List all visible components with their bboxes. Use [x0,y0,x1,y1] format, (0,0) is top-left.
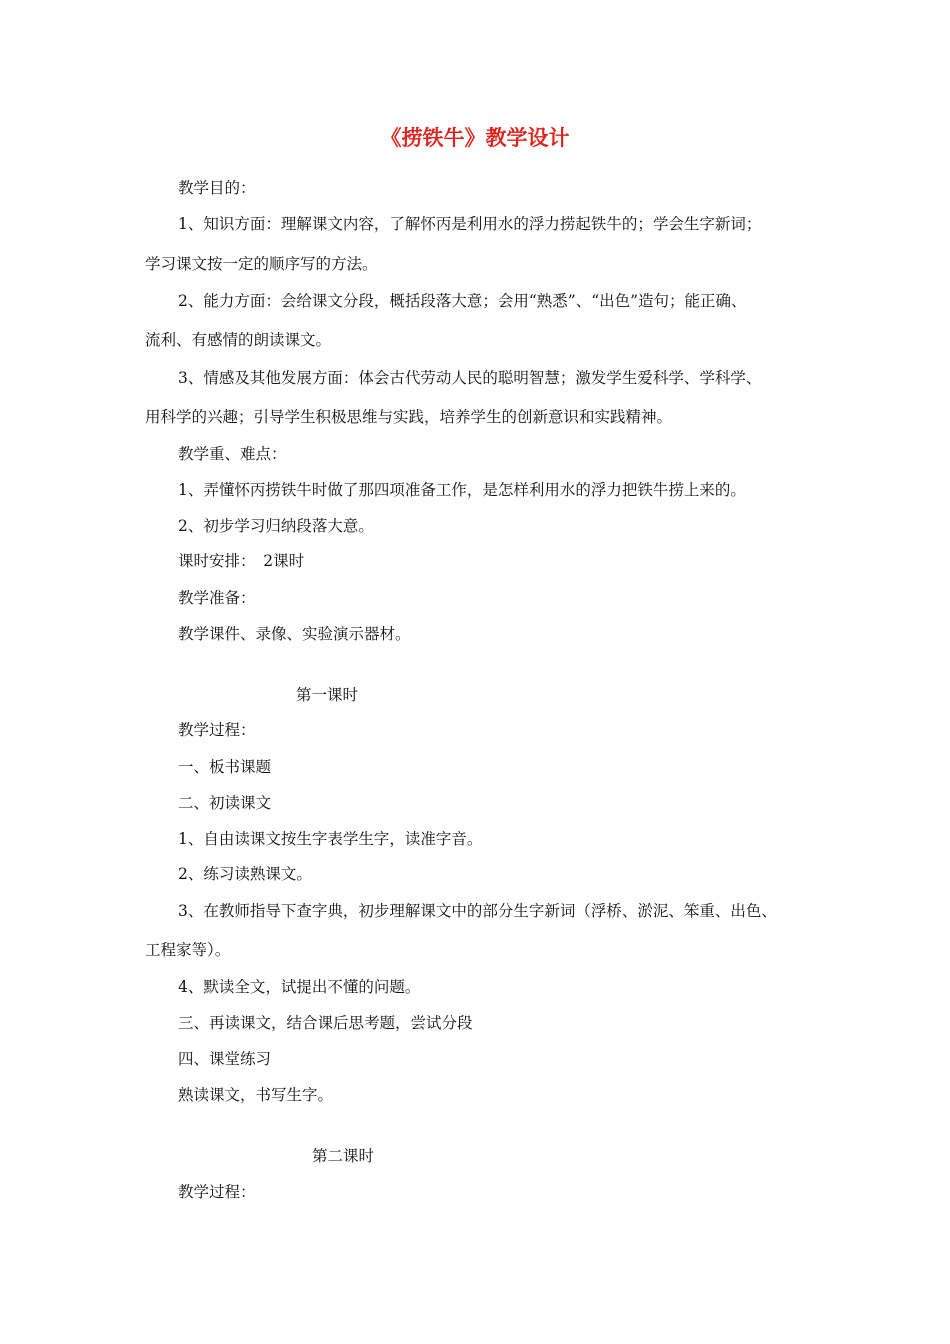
step-heading: 二、初读课文 [178,794,272,812]
paragraph-line: 熟读课文，书写生字。 [178,1086,334,1104]
section-heading-process: 教学过程： [178,1183,256,1201]
paragraph-line: 2、初步学习归纳段落大意。 [178,517,374,535]
document-title: 《捞铁牛》教学设计 [380,126,570,150]
lesson-heading-first: 第一课时 [296,686,359,704]
paragraph-line: 流利、有感情的朗读课文。 [145,331,332,349]
paragraph-line: 学习课文按一定的顺序写的方法。 [145,255,378,273]
schedule-line: 课时安排： 2课时 [178,552,305,570]
section-heading-preparation: 教学准备： [178,589,256,607]
paragraph-line: 1、自由读课文按生字表学生字，读准字音。 [178,830,483,848]
paragraph-line: 2、练习读熟课文。 [178,865,312,883]
paragraph-line: 1、弄懂怀丙捞铁牛时做了那四项准备工作，是怎样利用水的浮力把铁牛捞上来的。 [178,481,746,499]
section-heading-process: 教学过程： [178,721,256,739]
step-heading: 三、再读课文，结合课后思考题，尝试分段 [178,1014,473,1032]
paragraph-line: 3、在教师指导下查字典，初步理解课文中的部分生字新词（浮桥、淤泥、笨重、出色、 [178,902,777,920]
step-heading: 一、板书课题 [178,758,272,776]
paragraph-line: 3、情感及其他发展方面：体会古代劳动人民的聪明智慧；激发学生爱科学、学科学、 [178,369,762,387]
paragraph-line: 1、知识方面：理解课文内容，了解怀丙是利用水的浮力捞起铁牛的；学会生字新词； [178,215,762,233]
paragraph-line: 教学课件、录像、实验演示器材。 [178,625,411,643]
paragraph-line: 工程家等）。 [145,941,231,959]
paragraph-line: 4、默读全文，试提出不懂的问题。 [178,978,421,996]
lesson-heading-second: 第二课时 [312,1147,375,1165]
paragraph-line: 用科学的兴趣；引导学生积极思维与实践，培养学生的创新意识和实践精神。 [145,408,673,426]
section-heading-objectives: 教学目的： [178,179,256,197]
paragraph-line: 2、能力方面：会给课文分段，概括段落大意；会用“熟悉”、“出色”造句；能正确、 [178,292,747,310]
step-heading: 四、课堂练习 [178,1050,272,1068]
section-heading-key-points: 教学重、难点： [178,445,287,463]
